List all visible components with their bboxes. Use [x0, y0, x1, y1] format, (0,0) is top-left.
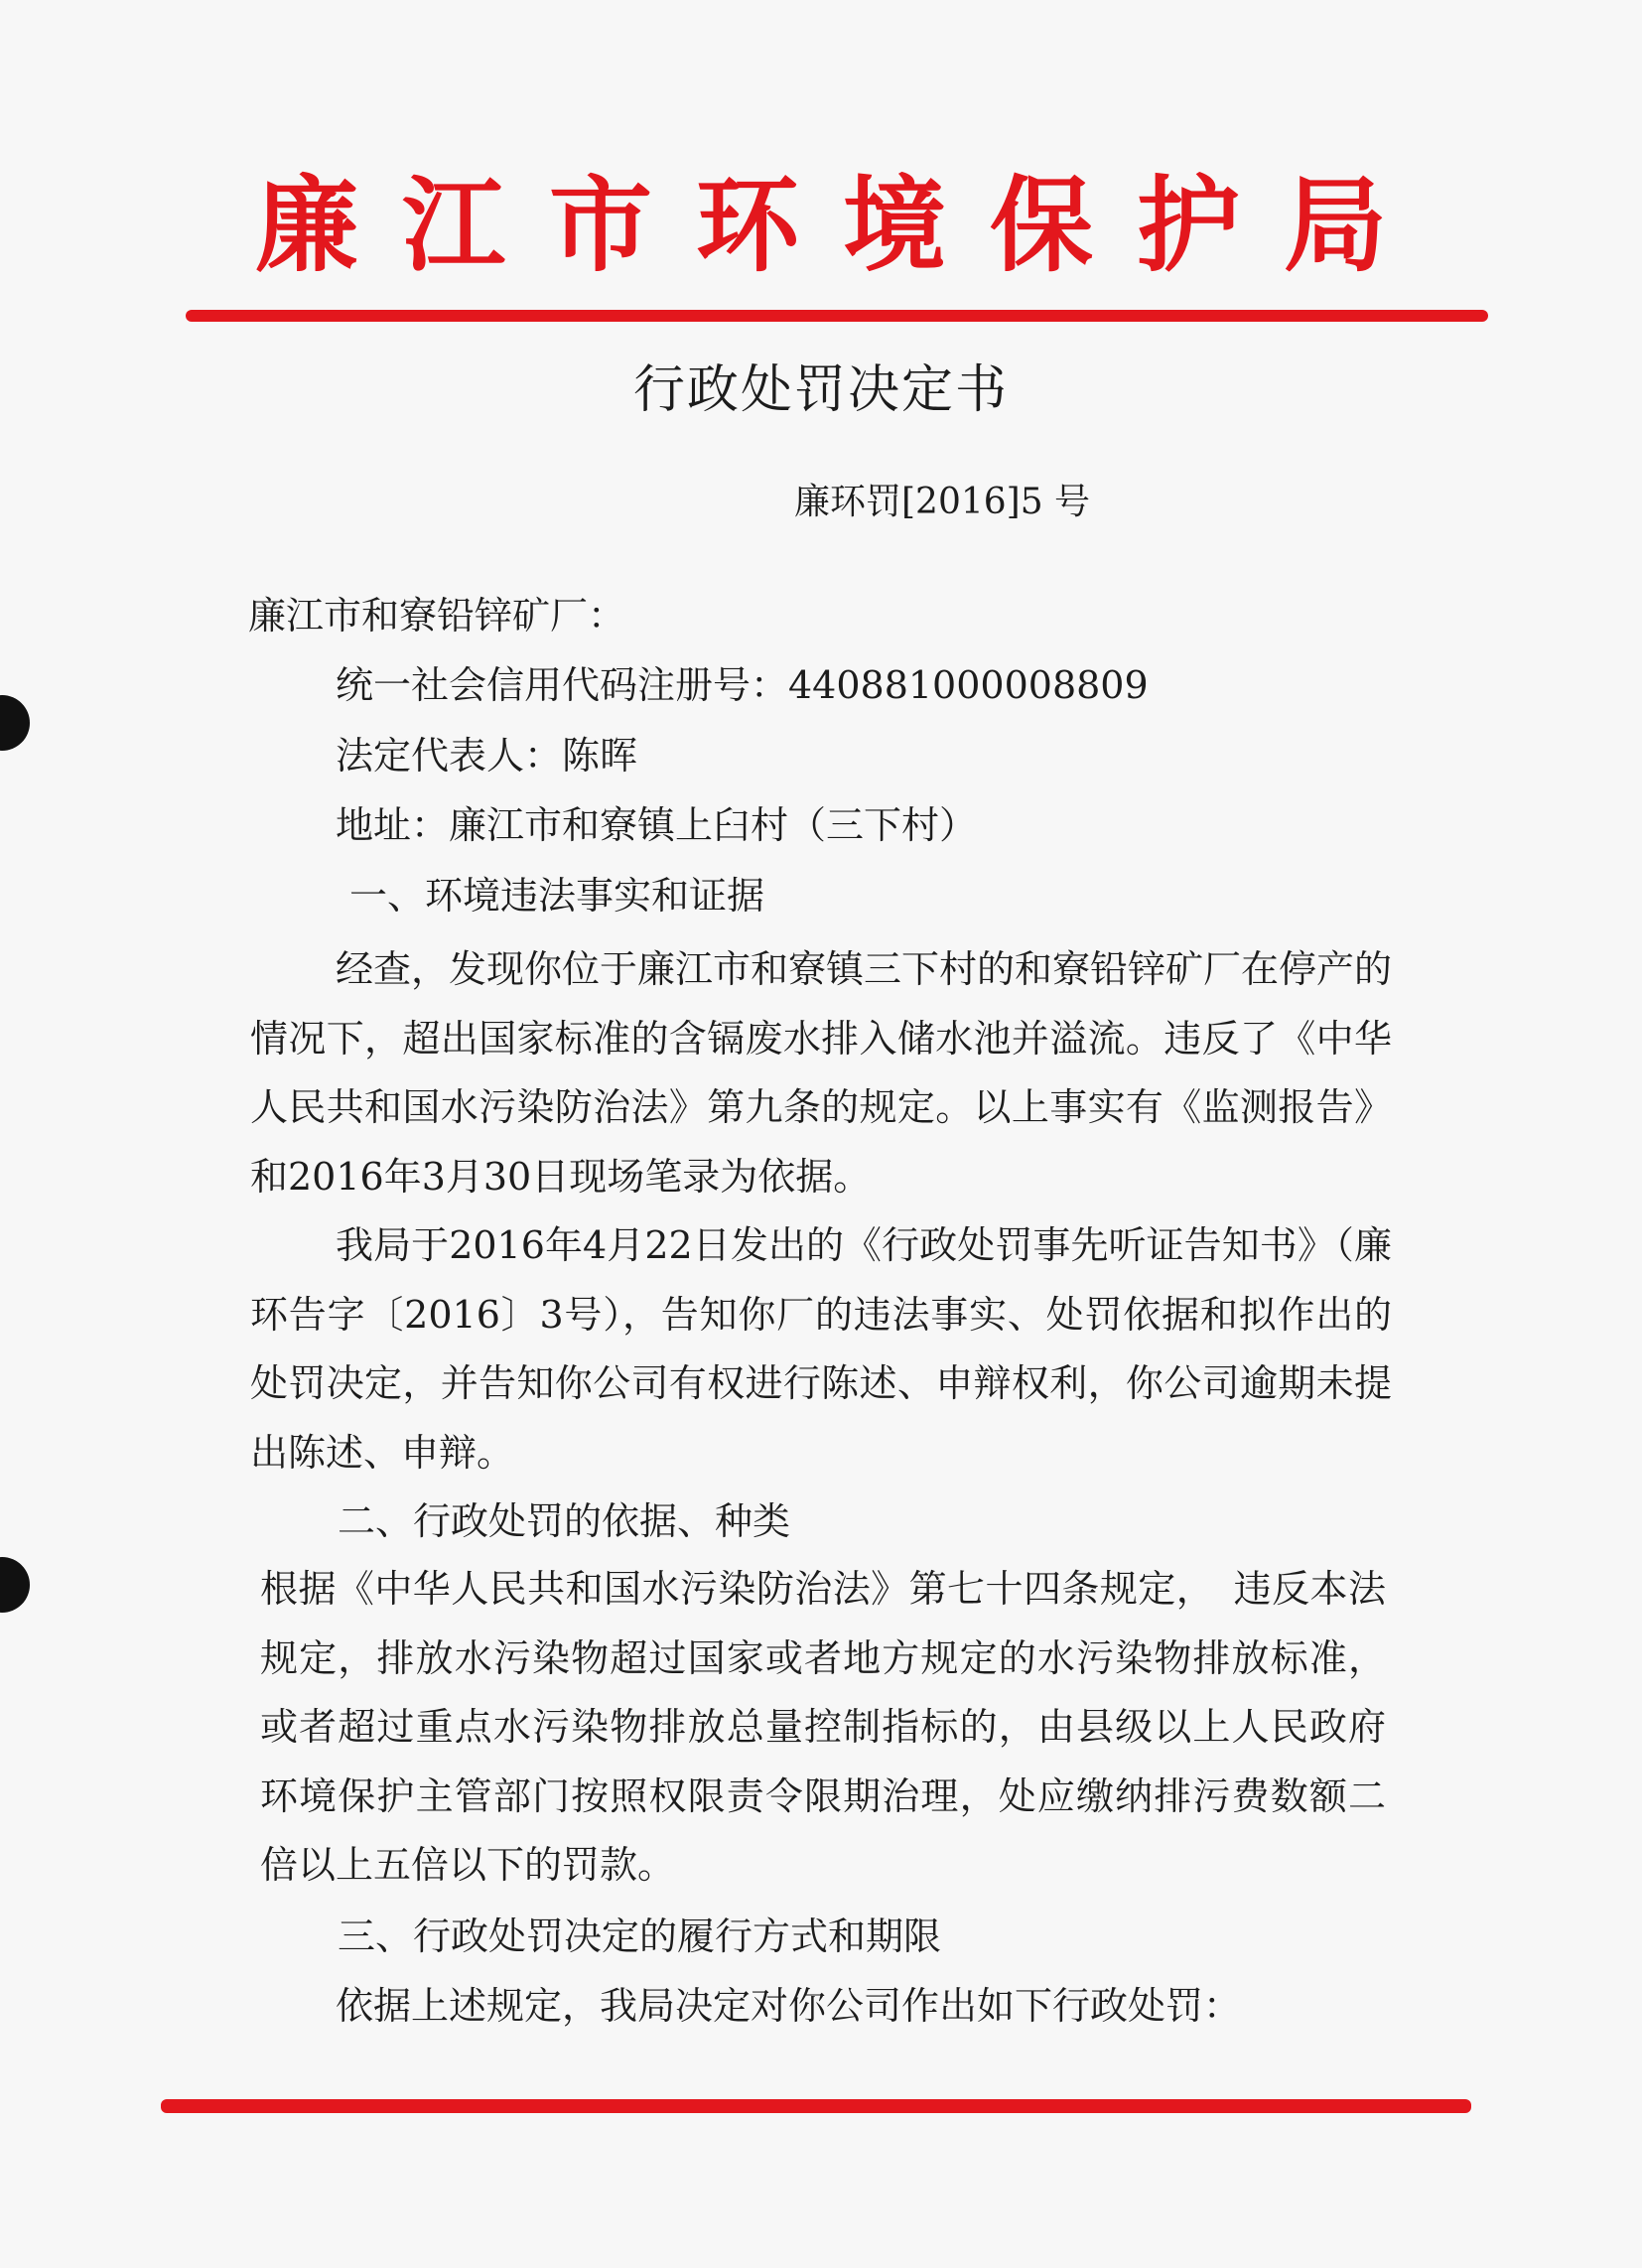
- agency-letterhead: 廉江市环境保护局: [254, 165, 1431, 286]
- section-3-paragraph: 依据上述规定，我局决定对你公司作出如下行政处罚：: [336, 1984, 1242, 2028]
- section-heading: 二、行政处罚的依据、种类: [338, 1499, 791, 1543]
- section-1-paragraph-1: 经查，发现你位于廉江市和寮镇三下村的和寮铅锌矿厂在停产的情况下，超出国家标准的含镉废水排入储水池并溢流。违反了《中华人民共和国水污染防治法》第九条的规定。以上事实有《监测报告》和2016年3月30日现场笔录为依据。: [250, 947, 1393, 1199]
- document-title: 行政处罚决定书: [632, 360, 1009, 420]
- document-number: 廉环罚[2016]5 号: [794, 482, 1091, 522]
- credit-code: 统一社会信用代码注册号：440881000008809: [336, 663, 1149, 707]
- addressee: 廉江市和寮铅锌矿厂：: [248, 594, 626, 638]
- section-heading: 一、环境违法事实和证据: [349, 874, 765, 918]
- punch-hole: [0, 695, 30, 751]
- address: 地址：廉江市和寮镇上臼村（三下村）: [336, 803, 978, 847]
- section-1-paragraph-2: 我局于2016年4月22日发出的《行政处罚事先听证告知书》（廉环告字〔2016〕3号），告知你厂的违法事实、处罚依据和拟作出的处罚决定，并告知你公司有权进行陈述、申辩权利，你公司逾期未提出陈述、申辩。: [250, 1223, 1392, 1475]
- legal-representative: 法定代表人：陈晖: [336, 734, 638, 778]
- section-2-paragraph: 根据《中华人民共和国水污染防治法》第七十四条规定， 违反本法规定，排放水污染物超过国家或者地方规定的水污染物排放标准，或者超过重点水污染物排放总量控制指标的，由县级以上人民政府环境保护主管部门按照权限责令限期治理，处应缴纳排污费数额二倍以上五倍以下的罚款。: [260, 1567, 1386, 1887]
- punch-hole: [0, 1557, 30, 1613]
- footer-red-rule: [161, 2099, 1471, 2113]
- section-heading: 三、行政处罚决定的履行方式和期限: [338, 1914, 942, 1958]
- letterhead-red-rule: [186, 310, 1488, 322]
